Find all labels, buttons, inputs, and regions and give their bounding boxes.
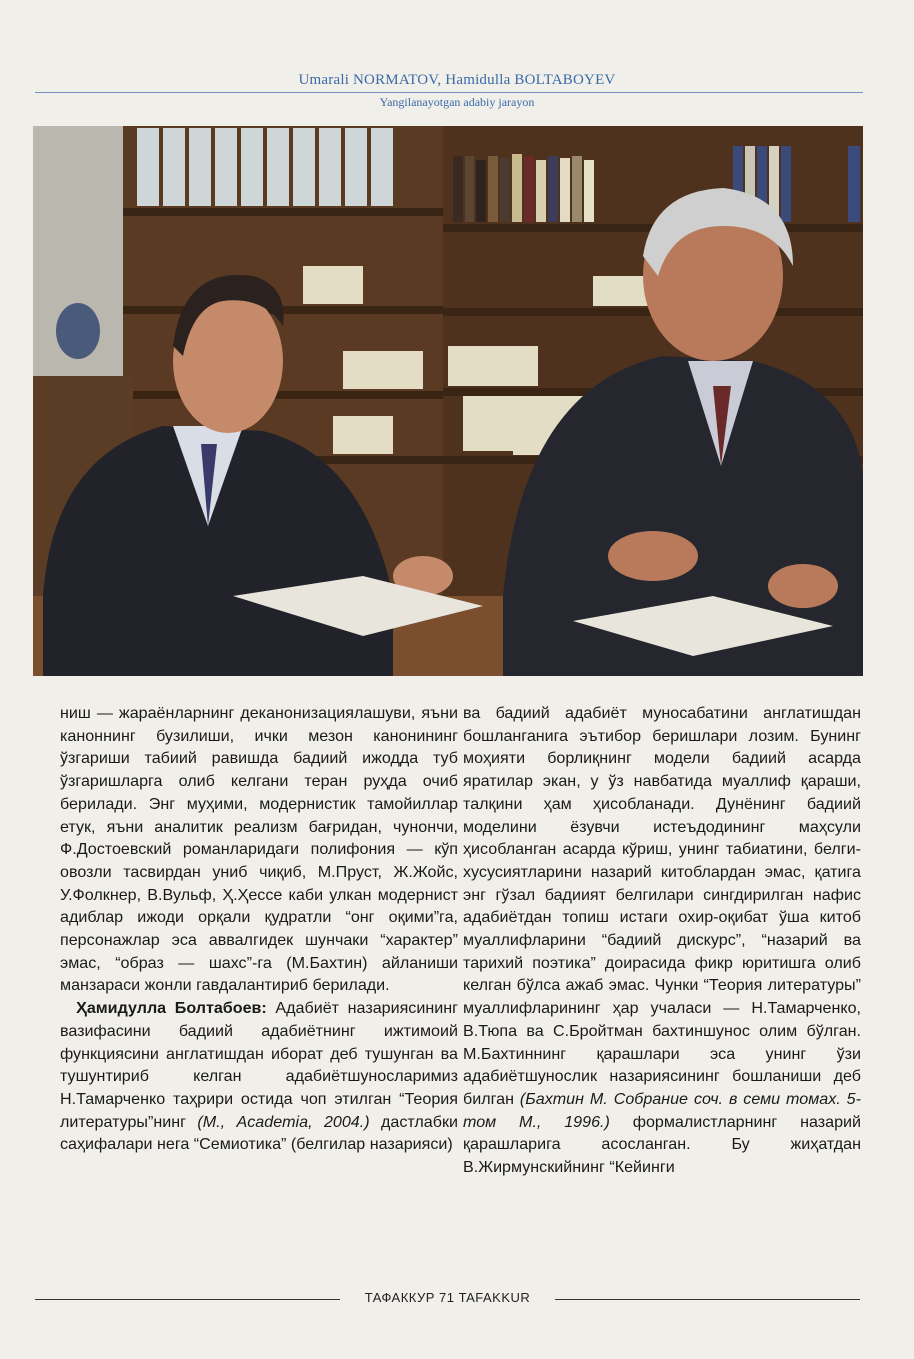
two-men-at-bookshelves-photo xyxy=(33,126,863,676)
header-rule xyxy=(35,92,863,93)
footer-rule-right xyxy=(555,1299,860,1300)
left-paragraph-1: ниш — жараёнларнинг деканонизациялашуви, яъни каноннинг бузилиши, ички мезон канонининг ўзгариши табиий равишда бадиий ижодда туб ўзгаришларга олиб келгани теран руҳда очиб берилади. Энг муҳими, модернистик тамойиллар етук, яъни аналитик реализм бағридан, чунончи, Ф.Достоевский романларидаги полифония — кўп овозли тасвирдан униб чиқиб, М.Пруст, Ж.Жойс, У.Фолкнер, В.Вульф, Ҳ.Ҳессе каби улкан модернист адиблар ижоди орқали қудратли “онг оқими”га, персонажлар эса аввалгидек шунчаки “характер” эмас, “образ — шахс”-га (М.Бахтин) айланиши манзараси жонли гавдалантириб берилади. xyxy=(60,704,458,995)
left-paragraph-2-text-b: дастлабки саҳифалари нега “Семиотика” (белгилар назарияси) xyxy=(60,1112,458,1154)
footer-rule-left xyxy=(35,1299,340,1300)
right-paragraph-1-text-a: ва бадиий адабиёт муносабатини англатишдан бошланганига эътибор беришлари лозим. Бунинг моҳияти борлиқнинг модели бадиий асарда яратилар экан, у ўз навбатида муаллиф қараши, талқини ҳам ҳисобланади. Дунёнинг бадиий моделини ёзувчи истеъдодининг маҳсули ҳисобланган асарда кўриш, унинг табиатини, белги-хусусиятларини назарий китоблардан эмас, қатига энг гўзал бадиият белгилари сингдирилган нафис адабиётдан топиш истаги охир-оқибат ўша китоб муаллифларини “бадиий дискурс”, “назарий ва тарихий поэтика” доирасида фикр юритишга олиб келган бўлса ажаб эмас. Чунки “Теория литературы” муаллифларининг ҳар учаласи — Н.Тамарченко, В.Тюпа ва С.Бройтман бахтиншунос олим бўлган. М.Бахтиннинг қарашлари эса унинг ўзи адабиётшунослик назариясининг бошланиши деб билган xyxy=(463,704,861,1108)
right-paragraph-1 xyxy=(463,702,861,1179)
running-header-authors: Umarali NORMATOV, Hamidulla BOLTABOYEV xyxy=(298,72,616,88)
left-text-column xyxy=(60,702,458,1156)
speaker-name: Ҳамидулла Болтабоев: xyxy=(76,999,267,1018)
left-paragraph-2-text-a: Адабиёт назариясининг вазифасини бадиий адабиётнинг ижтимоий функциясини англатишдан иборат деб тушунган ва тушунтириб келган адабиётшуносларимиз Н.Тамарченко таҳрири остида чоп этилган “Теория литературы”нинг xyxy=(60,999,458,1131)
left-citation: (М., Academia, 2004.) xyxy=(197,1112,370,1131)
page-footer xyxy=(0,1290,914,1310)
right-text-column xyxy=(463,702,861,1179)
running-header-subtitle: Yangilanayotgan adabiy jarayon xyxy=(379,95,535,109)
footer-page-label: ТАФАККУР 71 TAFAKKUR xyxy=(364,1290,531,1305)
left-paragraph-2 xyxy=(60,997,458,1156)
right-paragraph-1-text-b: формалистларнинг назарий қарашларига асосланган. Бу жиҳатдан В.Жирмунскийнинг “Кейинги xyxy=(463,1112,861,1177)
right-citation: (Бахтин М. Собрание соч. в семи томах. 5-том М., 1996.) xyxy=(463,1089,861,1131)
article-photo xyxy=(33,126,863,676)
